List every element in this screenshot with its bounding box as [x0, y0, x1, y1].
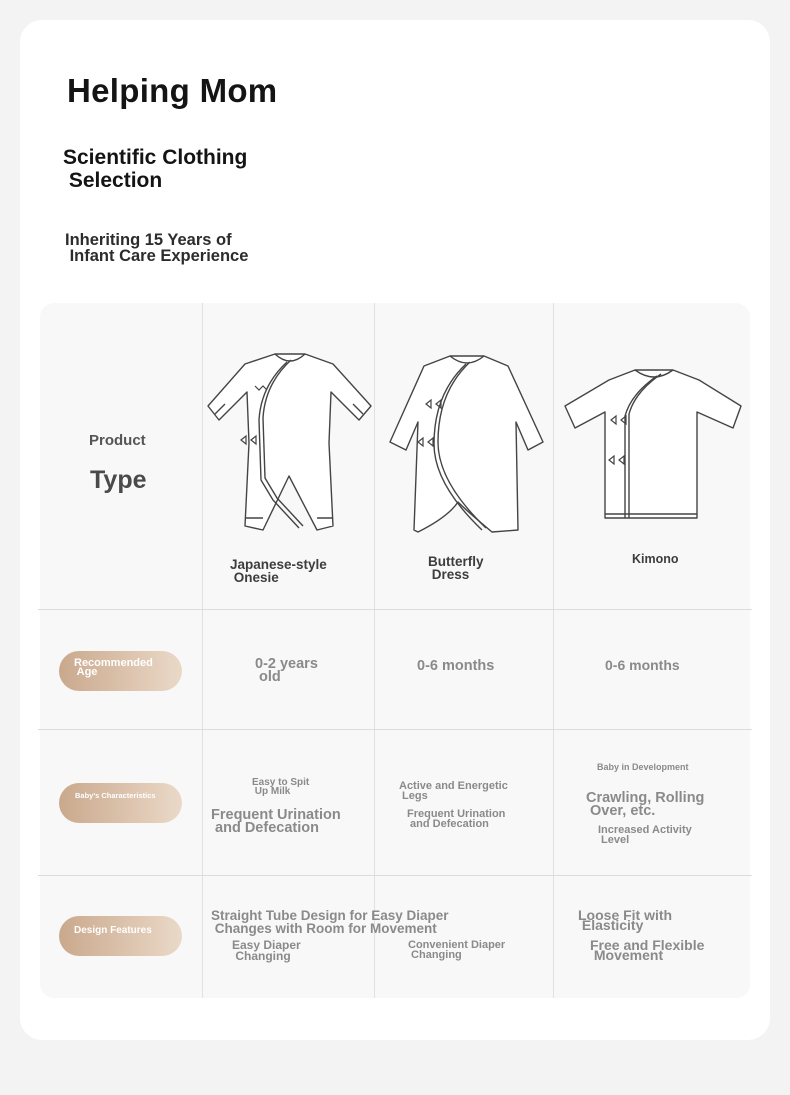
design-kimono-1: Loose Fit with Elasticity	[578, 907, 673, 933]
column-divider	[553, 303, 554, 998]
design-butterfly-1: Convenient Diaper Changing	[408, 939, 506, 961]
column-divider	[374, 303, 375, 998]
row-divider	[38, 729, 752, 730]
page-subtitle: Scientific Clothing Selection	[63, 146, 248, 192]
design-kimono-2: Free and Flexible Movement	[590, 937, 705, 963]
row-label-babys-characteristics: Baby's Characteristics	[59, 783, 182, 823]
characteristic-butterfly-2: Frequent Urination and Defecation	[407, 808, 506, 830]
age-kimono: 0-6 months	[605, 657, 680, 673]
product-type-word: Type	[90, 466, 147, 494]
row-divider	[38, 609, 752, 610]
characteristic-kimono-1: Baby in Development	[597, 762, 689, 772]
characteristic-kimono-3: Increased Activity Level	[598, 824, 692, 846]
kimono-icon	[563, 368, 743, 520]
page-tagline: Inheriting 15 Years of Infant Care Experience	[65, 231, 249, 265]
onesie-icon	[205, 348, 373, 536]
row-label-recommended-age: Recommended Age	[59, 651, 182, 691]
product-name-butterfly-dress: Butterfly Dress	[428, 554, 484, 582]
characteristic-onesie-1: Easy to Spit Up Milk	[252, 777, 310, 797]
column-divider	[202, 303, 203, 998]
product-name-kimono: Kimono	[632, 552, 679, 566]
page-title: Helping Mom	[67, 72, 278, 109]
product-type-label: Product	[89, 432, 146, 449]
age-butterfly-dress: 0-6 months	[417, 658, 495, 674]
characteristic-kimono-2: Crawling, Rolling Over, etc.	[586, 790, 705, 819]
butterfly-dress-icon	[388, 352, 546, 536]
row-divider	[38, 875, 752, 876]
characteristic-onesie-2: Frequent Urination and Defecation	[211, 807, 341, 836]
product-name-onesie: Japanese-style Onesie	[230, 557, 327, 585]
age-onesie: 0-2 years old	[255, 656, 318, 685]
row-label-design-features: Design Features	[59, 916, 182, 956]
design-onesie-1: Straight Tube Design for Easy Diaper Changes with Room for Movement	[211, 908, 449, 936]
design-onesie-2: Easy Diaper Changing	[232, 938, 301, 963]
characteristic-butterfly-1: Active and Energetic Legs	[399, 780, 508, 802]
